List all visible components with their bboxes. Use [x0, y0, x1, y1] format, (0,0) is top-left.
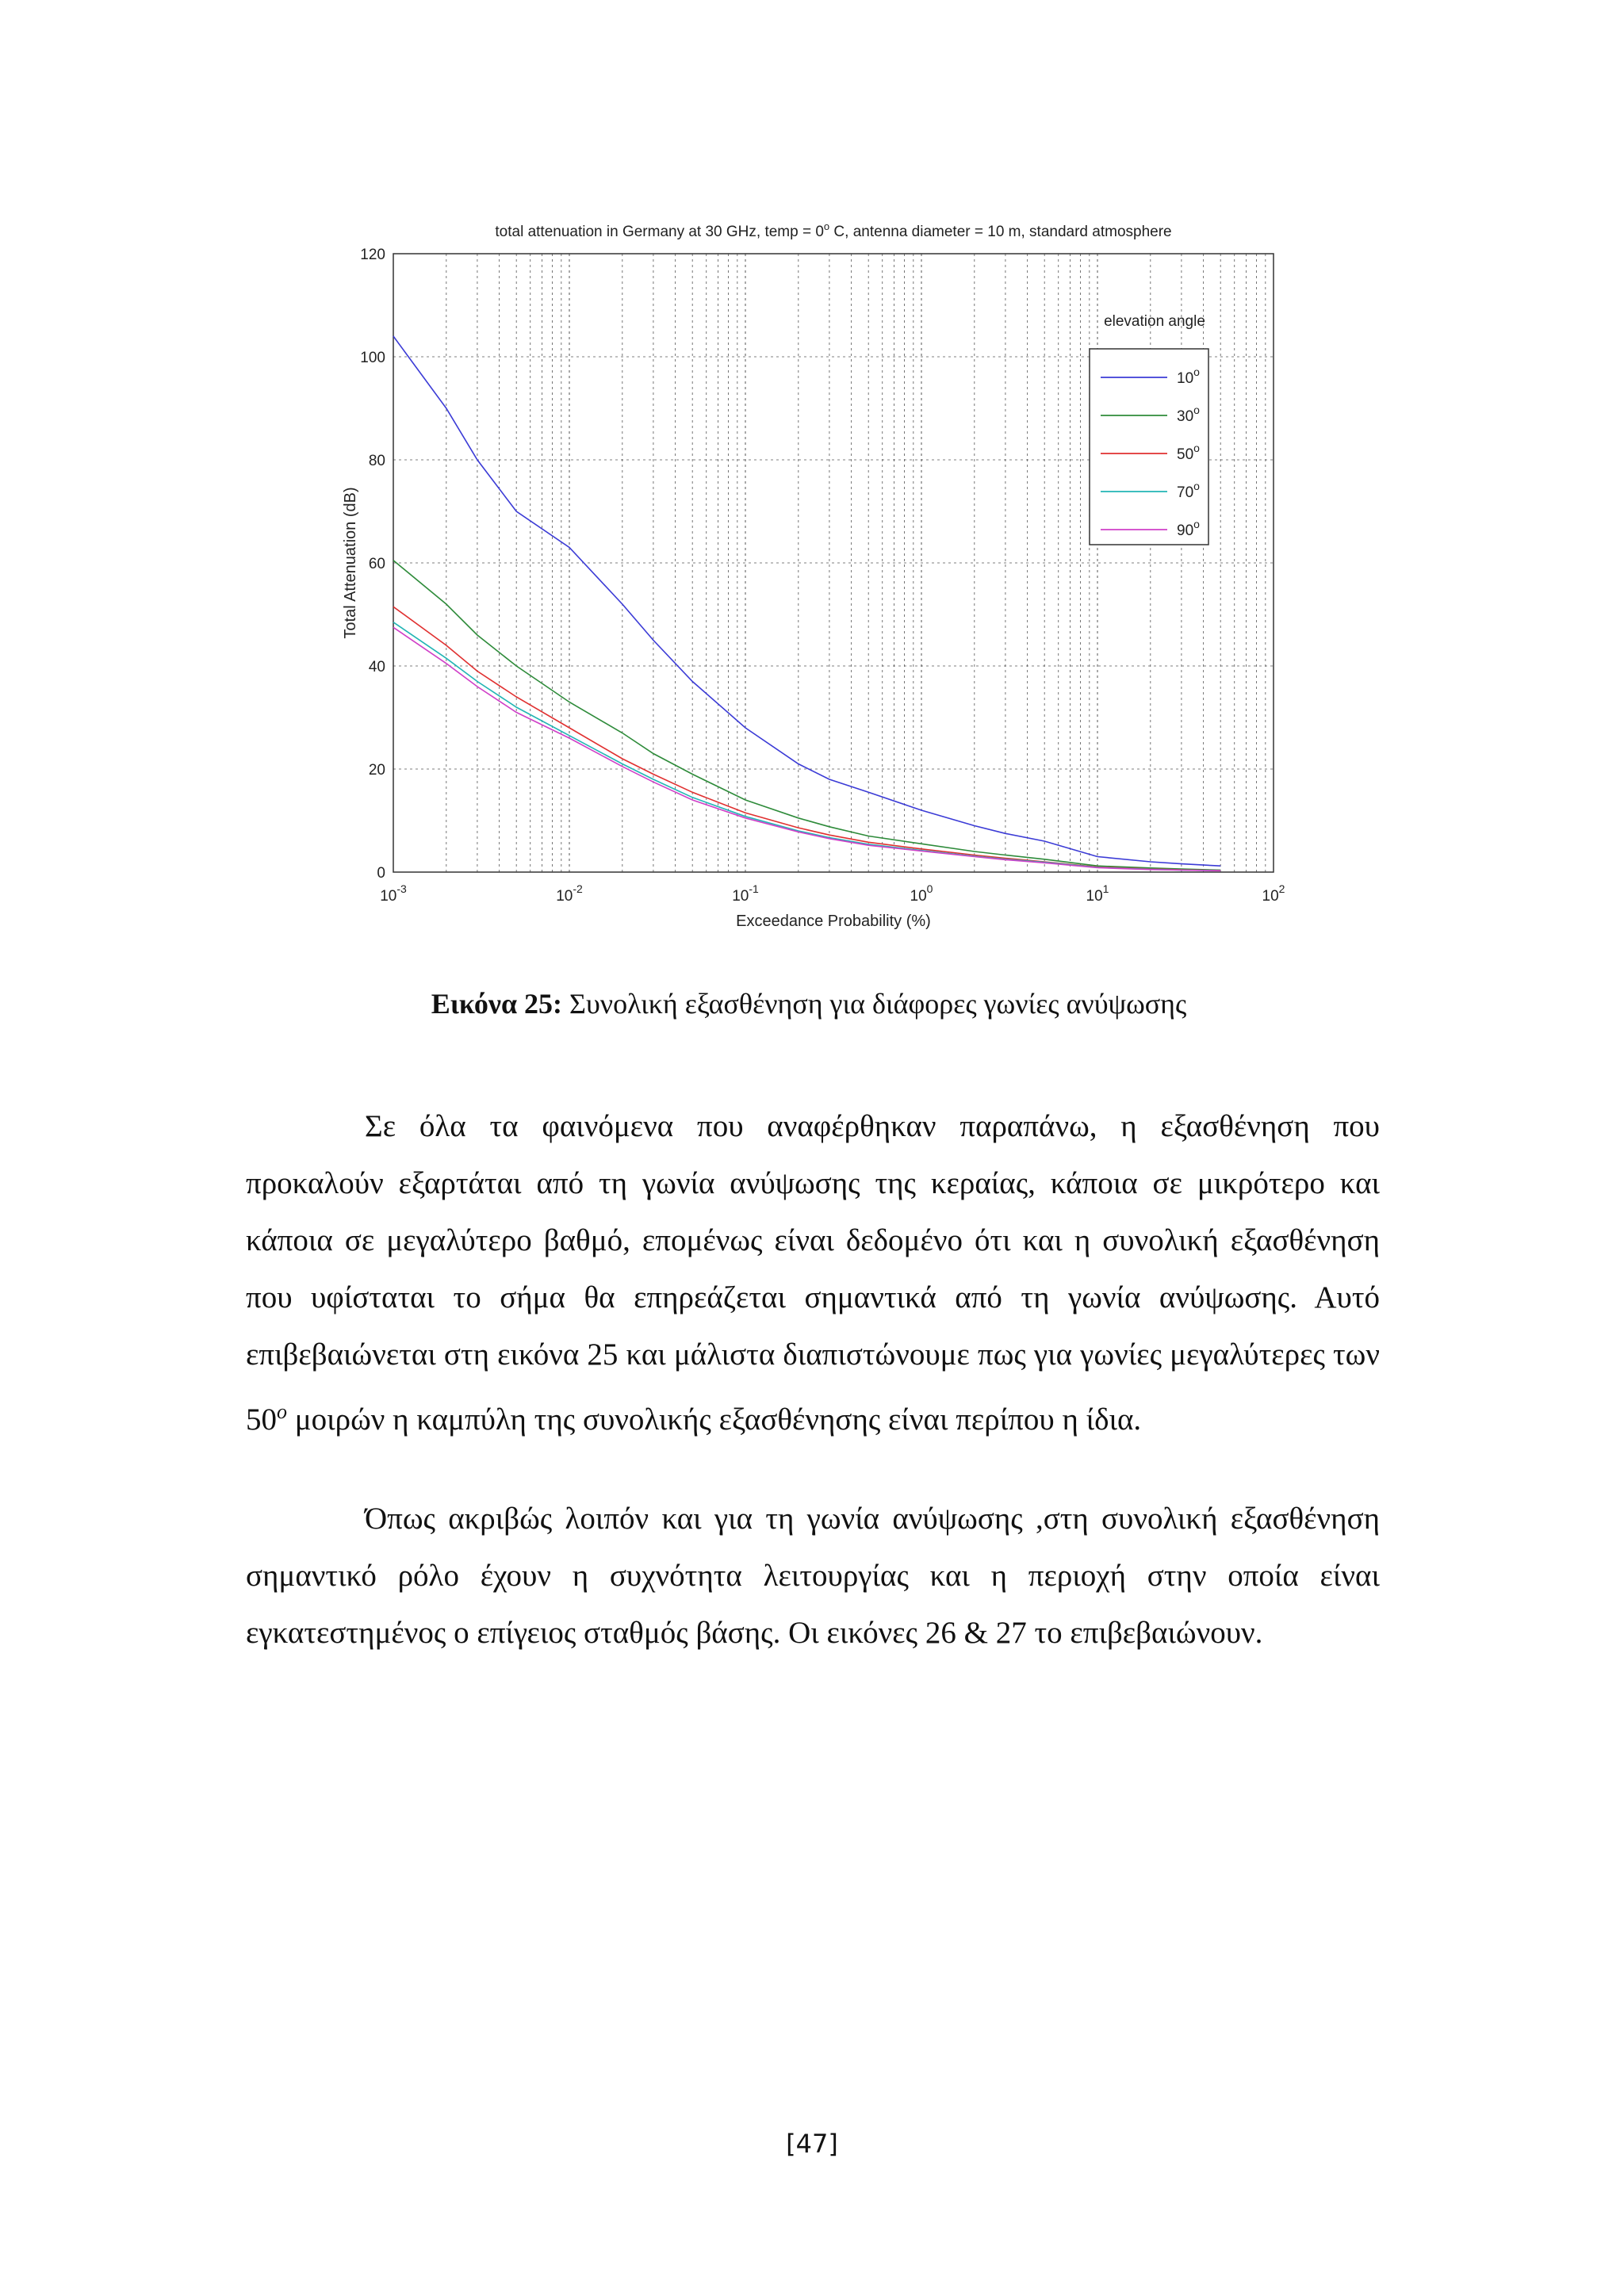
series-line-30-deg	[393, 561, 1220, 871]
y-axis-label: Total Attenuation (dB)	[342, 487, 359, 639]
x-tick-label: $10^2$	[1262, 882, 1285, 905]
x-tick-label: $10^{-3}$	[380, 882, 407, 905]
legend-label-10-deg: 10$^o$	[1177, 365, 1200, 387]
axis-ticks	[360, 247, 1285, 905]
series-line-90-deg	[393, 627, 1220, 871]
y-tick-label: 20	[368, 762, 385, 779]
x-tick-label: $10^{-1}$	[732, 882, 759, 905]
attenuation-chart	[333, 214, 1316, 943]
paragraph-1-text-a: Σε όλα τα φαινόμενα που αναφέρθηκαν παραπάνω, η εξασθένηση που προκαλούν εξαρτάται από τη γωνία ανύψωσης της κεραίας, κάποια σε μικρότερο και κάποια σε μεγαλύτερο βαθμό, επομένως είναι δεδομένο ότι και η συνολική εξασθένηση που υφίσταται το σήμα θα επηρεάζεται σημαντικά από τη γωνία ανύψωσης. Αυτό επιβεβαιώνεται στη εικόνα 25 και μάλιστα διαπιστώνουμε πως για γωνίες μεγαλύτερες των 50	[246, 1109, 1380, 1437]
y-tick-label: 80	[368, 453, 385, 469]
paragraph-1-text-b: μοιρών η καμπύλη της συνολικής εξασθένησης είναι περίπου η ίδια.	[287, 1402, 1142, 1437]
legend-title: elevation angle	[1104, 313, 1205, 330]
caption-label: Εικόνα 25:	[431, 988, 563, 1020]
y-tick-label: 0	[377, 865, 385, 882]
y-tick-label: 100	[360, 350, 385, 366]
chart-grid	[393, 254, 1274, 872]
y-tick-label: 40	[368, 659, 385, 675]
body-paragraph-2	[246, 1490, 1380, 1662]
y-tick-label: 60	[368, 556, 385, 572]
x-axis-label: Exceedance Probability (%)	[736, 913, 931, 930]
legend-label-70-deg: 70$^o$	[1177, 480, 1200, 501]
chart-legend	[1090, 313, 1208, 545]
legend-label-50-deg: 50$^o$	[1177, 442, 1200, 463]
figure-caption	[246, 987, 1372, 1020]
legend-label-30-deg: 30$^o$	[1177, 404, 1200, 425]
page-number: [47]	[786, 2129, 838, 2159]
x-tick-label: $10^1$	[1086, 882, 1109, 905]
x-tick-label: $10^0$	[910, 882, 933, 905]
chart-title: total attenuation in Germany at 30 GHz, temp = $0^o$ C, antenna diameter = 10 m, standard atmosphere	[495, 220, 1172, 240]
paragraph-1-degree: o	[277, 1400, 287, 1423]
series-line-50-deg	[393, 607, 1220, 871]
x-tick-label: $10^{-2}$	[556, 882, 583, 905]
legend-label-90-deg: 90$^o$	[1177, 518, 1200, 539]
caption-text: Συνολική εξασθένηση για διάφορες γωνίες ανύψωσης	[562, 988, 1187, 1020]
y-tick-label: 120	[360, 247, 385, 263]
body-paragraph-1	[246, 1098, 1380, 1448]
paragraph-2-text: Όπως ακριβώς λοιπόν και για τη γωνία ανύψωσης ,στη συνολική εξασθένηση σημαντικό ρόλο έχουν η συχνότητα λειτουργίας και η περιοχή στην οποία είναι εγκατεστημένος ο επίγειος σταθμός βάσης. Οι εικόνες 26 & 27 το επιβεβαιώνουν.	[246, 1502, 1380, 1650]
